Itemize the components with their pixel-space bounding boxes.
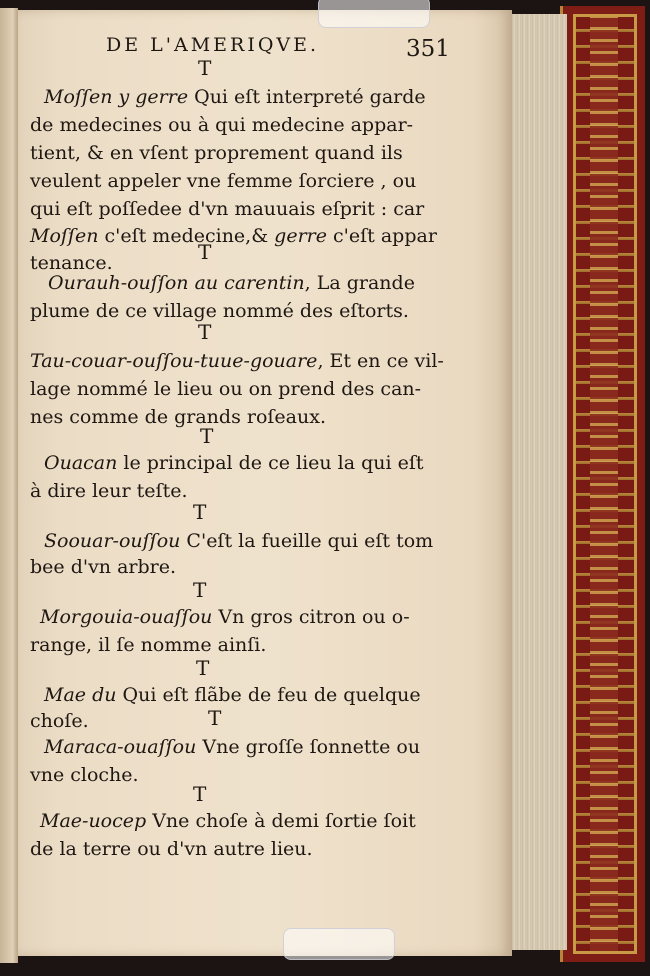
entry-term: Ourauh-ouſſon au carentin: [48, 272, 305, 294]
entry-line: tenance.: [30, 252, 113, 274]
section-marker: T: [198, 320, 212, 344]
section-marker: T: [193, 782, 207, 806]
entry-term: Morgouia-ouaſſou: [40, 606, 213, 628]
entry-term: Ouacan: [44, 452, 118, 474]
page-clip-top: [318, 0, 430, 28]
entry-term: Maraca-ouaſſou: [44, 736, 197, 758]
section-marker: T: [200, 424, 214, 448]
entry-term: Mae-uocep: [40, 810, 147, 832]
previous-page-edge: [0, 8, 18, 963]
entry-line: tient, & en vſent proprement quand ils: [30, 142, 403, 164]
entry-line: Mae-uocep Vne choſe à demi ſortie ſoit: [40, 810, 416, 832]
section-marker: T: [198, 56, 212, 80]
entry-line: Moſſen y gerre Qui eſt interpreté garde: [44, 86, 426, 108]
entry-line: à dire leur teſte.: [30, 480, 188, 502]
entry-line: de medecines ou à qui medecine appar-: [30, 114, 414, 136]
entry-line: Ouacan le principal de ce lieu la qui eſt: [44, 452, 424, 474]
entry-line: veulent appeler vne femme ſorciere , ou: [30, 170, 417, 192]
section-marker: T: [208, 706, 222, 730]
entry-term: Soouar-ouſſou: [44, 530, 181, 552]
entry-line: nes comme de grands roſeaux.: [30, 406, 326, 428]
entry-term: Tau-couar-ouſſou-tuue-gouare: [30, 350, 318, 372]
book-cover-binding: [560, 6, 645, 962]
entry-line: Soouar-ouſſou C'eſt la fueille qui eſt tom: [44, 530, 434, 552]
entry-line: vne cloche.: [30, 764, 139, 786]
entry-line: Ourauh-ouſſon au carentin, La grande: [48, 272, 415, 294]
entry-line: Mae du Qui eſt flãbe de feu de quelque: [44, 684, 421, 706]
entry-line: bee d'vn arbre.: [30, 556, 177, 578]
entry-line: de la terre ou d'vn autre lieu.: [30, 838, 313, 860]
entry-line: range, il ſe nomme ainſi.: [30, 634, 267, 656]
entry-line: plume de ce village nommé des eſtorts.: [30, 300, 409, 322]
page-clip-bottom: [283, 928, 395, 960]
entry-line: choſe.: [30, 710, 89, 732]
gilt-ornament: [573, 14, 637, 954]
entry-line: Maraca-ouaſſou Vne groſſe ſonnette ou: [44, 736, 421, 758]
entry-line: qui eſt poſſedee d'vn mauuais eſprit : car: [30, 198, 425, 220]
entry-term: Moſſen y gerre: [44, 86, 189, 108]
section-marker: T: [198, 240, 212, 264]
running-title: DE L'AMERIQVE.: [106, 34, 320, 56]
section-marker: T: [193, 578, 207, 602]
page-number: 351: [406, 36, 450, 62]
section-marker: T: [193, 500, 207, 524]
entry-line: Morgouia-ouaſſou Vn gros citron ou o-: [40, 606, 410, 628]
entry-line: Tau-couar-ouſſou-tuue-gouare, Et en ce vil-: [30, 350, 444, 372]
page-block-edges: [510, 14, 567, 950]
entry-line: Moſſen c'eſt medecine,& gerre c'eſt appar: [30, 225, 437, 247]
entry-line: lage nommé le lieu ou on prend des can-: [30, 378, 422, 400]
section-marker: T: [196, 656, 210, 680]
entry-term: Mae du: [44, 684, 117, 706]
book-page: [18, 10, 512, 956]
